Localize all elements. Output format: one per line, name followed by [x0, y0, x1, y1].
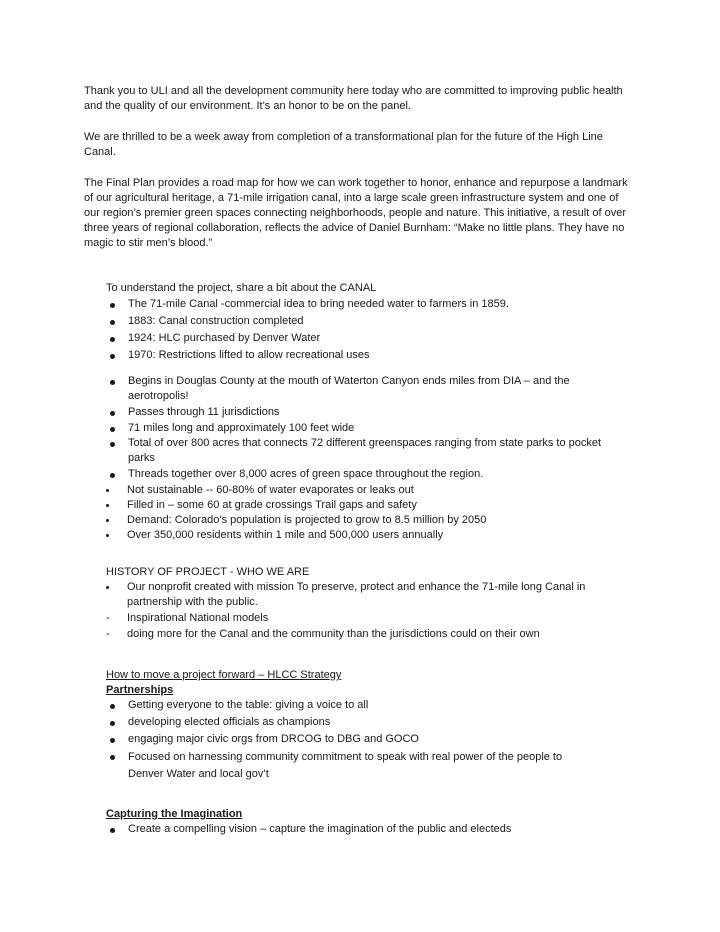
bullet-icon [106, 504, 109, 507]
list-item [128, 436, 608, 466]
list-item-text: developing elected officials as champions [128, 716, 331, 728]
bullet-icon [110, 337, 115, 342]
list-item [127, 528, 627, 543]
list-item [128, 314, 628, 329]
bullet-icon [110, 755, 115, 760]
list-item-text: Threads together over 8,000 acres of green space throughout the region. [128, 468, 484, 480]
imagination-title: Capturing the Imagination [106, 808, 243, 820]
strategy-heading: How to move a project forward – HLCC Strategy [106, 669, 342, 681]
list-item [128, 421, 628, 436]
list-item-text: Over 350,000 residents within 1 mile and 500,000 users annually [127, 529, 444, 541]
list-item-text: 1883: Canal construction completed [128, 315, 304, 327]
list-item [127, 498, 627, 513]
bullet-icon [110, 473, 115, 478]
bullet-icon [106, 534, 109, 537]
list-item-text: Our nonprofit created with mission To preserve, protect and enhance the 71-mile long Canal in partnership with the public. [127, 581, 586, 608]
list-item [106, 611, 627, 626]
history-heading: HISTORY OF PROJECT - WHO WE ARE [106, 566, 310, 578]
list-item-text: 1924: HLC purchased by Denver Water [128, 332, 321, 344]
bullet-icon [110, 354, 115, 359]
intro-paragraph-3: The Final Plan provides a road map for how we can work together to honor, enhance and repurpose a landmark of our agricultural heritage, a 71-mile irrigation canal, into a large scale green infrastructure system and one of our region’s premier green spaces connecting neighborhoods, people and nature. This initiative, a result of over three years of regional collaboration, reflects the advice of Daniel Burnham: “Make no little plans. They have no magic to stir men’s blood.” [84, 177, 628, 249]
list-item [106, 627, 627, 642]
list-item [127, 513, 627, 528]
list-item-text: engaging major civic orgs from DRCOG to DBG and GOCO [128, 733, 419, 745]
list-item [128, 732, 628, 747]
list-item [128, 749, 598, 783]
bullet-icon [110, 442, 115, 447]
bullet-icon [110, 303, 115, 308]
list-item [128, 348, 628, 363]
bullet-icon [110, 411, 115, 416]
list-item-text: The 71-mile Canal -commercial idea to bring needed water to farmers in 1859. [128, 298, 509, 310]
bullet-icon [110, 828, 115, 833]
list-item-text: Not sustainable -- 60-80% of water evaporates or leaks out [127, 484, 414, 496]
partnerships-title: Partnerships [106, 684, 174, 696]
list-item-text: Inspirational National models [127, 612, 269, 624]
list-item [128, 374, 608, 404]
list-item-text: Total of over 800 acres that connects 72 different greenspaces ranging from state parks to pocket parks [128, 437, 602, 464]
list-item-text: 71 miles long and approximately 100 feet wide [128, 422, 355, 434]
list-item-text: Demand: Colorado’s population is projected to grow to 8.5 million by 2050 [127, 514, 487, 526]
bullet-icon [110, 320, 115, 325]
list-item-text: Create a compelling vision – capture the imagination of the public and electeds [128, 823, 512, 835]
bullet-icon [110, 704, 115, 709]
list-item-text: doing more for the Canal and the community than the jurisdictions could on their own [127, 628, 540, 640]
bullet-icon [106, 519, 109, 522]
canal-heading: To understand the project, share a bit about the CANAL [106, 282, 377, 294]
list-item [128, 467, 628, 482]
bullet-icon [110, 721, 115, 726]
intro-paragraph-1: Thank you to ULI and all the development community here today who are committed to improving public health and the quality of our environment. It’s an honor to be on the panel. [84, 85, 623, 112]
list-item [128, 822, 628, 837]
list-item-text: 1970: Restrictions lifted to allow recreational uses [128, 349, 370, 361]
list-item-text: Focused on harnessing community commitment to speak with real power of the people to Denver Water and local gov’t [128, 751, 563, 780]
intro-paragraph-2: We are thrilled to be a week away from completion of a transformational plan for the future of the High Line Canal. [84, 131, 603, 158]
dash-marker-icon: - [106, 628, 110, 640]
list-item [127, 483, 627, 498]
list-item [127, 580, 612, 610]
list-item-text: Getting everyone to the table: giving a voice to all [128, 699, 369, 711]
list-item [128, 405, 628, 420]
list-item [128, 331, 628, 346]
bullet-icon [110, 380, 115, 385]
list-item [128, 698, 628, 713]
list-item-text: Passes through 11 jurisdictions [128, 406, 280, 418]
bullet-icon [106, 586, 109, 589]
list-item [128, 297, 628, 312]
list-item [128, 715, 628, 730]
bullet-icon [106, 489, 109, 492]
list-item-text: Begins in Douglas County at the mouth of Waterton Canyon ends miles from DIA – and the aerotropolis! [128, 375, 570, 402]
bullet-icon [110, 427, 115, 432]
list-item-text: Filled in – some 60 at grade crossings Trail gaps and safety [127, 499, 417, 511]
bullet-icon [110, 738, 115, 743]
dash-marker-icon: - [106, 612, 110, 624]
